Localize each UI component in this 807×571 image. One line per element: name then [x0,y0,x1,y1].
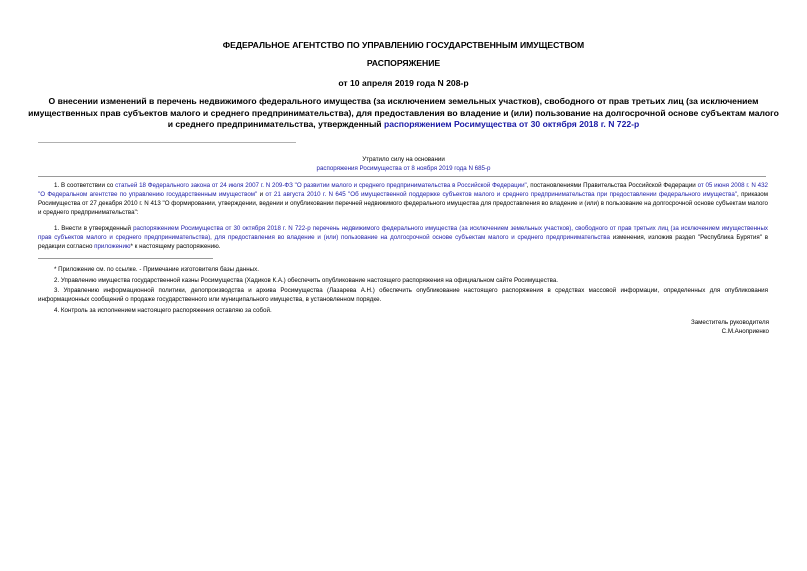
status-link[interactable]: распоряжения Росимущества от 8 ноября 2019 года N 685-р [316,165,491,172]
item-4-paragraph: 4. Контроль за исполнением настоящего распоряжения оставляю за собой. [54,307,272,314]
signature-block [691,318,769,336]
document-date: от 10 апреля 2019 года N 208-р [338,78,469,88]
divider [38,176,766,177]
divider [38,142,296,143]
signature-position: Заместитель руководителя [690,319,769,326]
intro-text: и [257,191,266,198]
agency-name: ФЕДЕРАЛЬНОЕ АГЕНТСТВО ПО УПРАВЛЕНИЮ ГОСУДАРСТВЕННЫМ ИМУЩЕСТВОМ [222,40,585,50]
item-3-paragraph: 3. Управлению информационной политики, делопроизводства и архива Росимущества (Лазарева А.Н.) обеспечить опубликование настоящего распоряжения в средствах массовой информации, определенных для опубликования информационных сообщений о продаже государственного или муниципального имущества, в установленном порядке. [38,287,768,303]
status-note [30,155,777,173]
item-text: 1. Внести в утвержденный [54,225,134,232]
appendix-link[interactable]: приложению [94,243,131,250]
intro-text: , постановлениями Правительства Российской Федерации [526,182,698,189]
intro-paragraph [38,181,768,217]
footnote: * Приложение см. по ссылке. - Примечание изготовителя базы данных. [54,266,259,273]
law-link[interactable]: статьей 18 Федерального закона от 24 июля 2007 г. N 209-ФЗ "О развитии малого и среднего предпринимательства в Российской Федерации" [115,182,527,189]
item-text: * к настоящему распоряжению. [130,243,221,250]
decree-645-link[interactable]: от 21 августа 2010 г. N 645 "Об имущественной поддержке субъектов малого и среднего предпринимательства при предоставлении федерального имущества" [265,191,737,198]
status-line: Утратило силу на основании [362,156,445,163]
item-1-paragraph [38,224,768,251]
footnote-divider [38,258,213,259]
title-text: О внесении изменений в перечень недвижимого федерального имущества (за исключением земельных участков), свободного от прав третьих лиц (за исключением имущественных прав субъектов малого и среднего предпринимательства), для предоставления во владение и (или) пользование на долгосрочной основе субъектам малого и среднего предпринимательства, утвержденный [28,96,779,129]
intro-text: , приказом Росимущества от 27 декабря 2010 г. N 413 "О формировании, утверждении, ведении и опубликовании перечней недвижимого федерального имущества для предоставления во владение и (или) в пользование на долгосрочной основе субъектам малого и среднего предпринимательства": [38,191,768,216]
document-type: РАСПОРЯЖЕНИЕ [366,58,441,68]
order-722-link[interactable]: распоряжением Росимущества от 30 октября 2018 г. N 722-р перечень недвижимого федерального имущества (за исключением земельных участков), свободного от прав третьих лиц (за исключением имущественных прав субъектов малого и среднего предпринимательства), для предоставления во владение и (или) пользование на долгосрочной основе субъектам малого и среднего предпринимательства [38,225,768,241]
item-text: изменения, изложив раздел "Республика Бурятия" в редакции согласно [38,234,768,250]
item-2-paragraph: 2. Управлению имущества государственной казны Росимущества (Хадиков К.А.) обеспечить опубликование настоящего распоряжения на официальном сайте Росимущества. [54,277,559,284]
title-link[interactable]: распоряжением Росимущества от 30 октября 2018 г. N 722-р [383,119,640,129]
document-title [28,96,779,131]
signature-name: С.М.Аноприенко [721,328,769,335]
intro-text: 1. В соответствии со [54,182,116,189]
decree-432-link[interactable]: от 05 июня 2008 г. N 432 "О Федеральном агентстве по управлению государственным имуществом" [38,182,768,198]
